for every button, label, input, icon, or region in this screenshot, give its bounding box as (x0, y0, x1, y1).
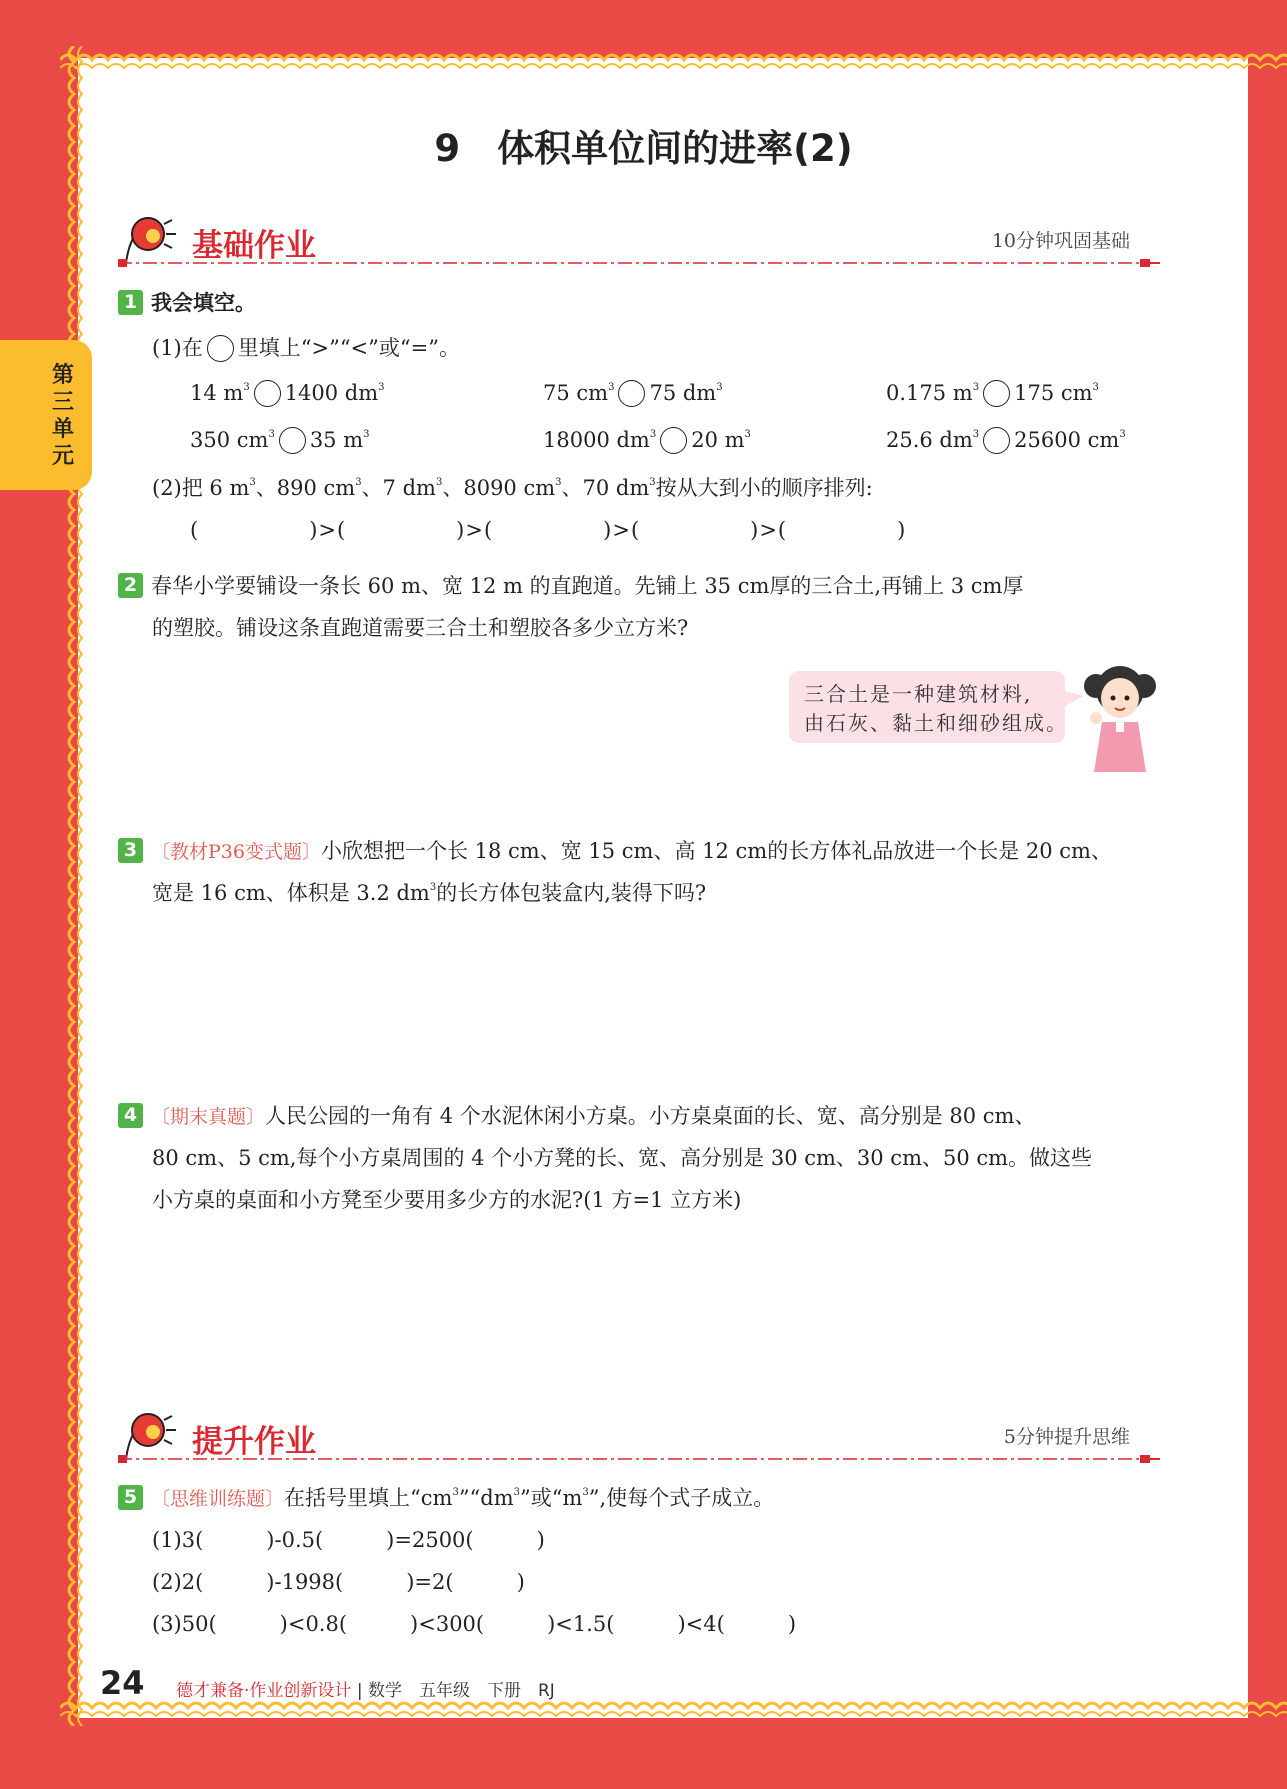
question-number: 3 (118, 838, 143, 863)
section-subtitle-basic: 10分钟巩固基础 (991, 230, 1130, 252)
text: 按从大到小的顺序排列: (655, 476, 873, 500)
text: 18000 dm (543, 428, 650, 452)
superscript: 3 (249, 477, 256, 488)
question-text: 我会填空。 (151, 291, 256, 315)
section-divider (118, 1454, 1160, 1464)
text: 35 m (309, 428, 364, 452)
text: 75 dm (649, 381, 717, 405)
question-1-part-2 (152, 472, 873, 502)
superscript: 3 (355, 477, 362, 488)
text: 25.6 dm (886, 428, 973, 452)
text: 0.175 m (886, 381, 973, 405)
text: ”,使每个式子成立。 (588, 1486, 775, 1510)
text: 、70 dm (561, 476, 650, 500)
superscript: 3 (716, 382, 723, 393)
question-number: 5 (118, 1485, 143, 1510)
footer-text (176, 1676, 555, 1701)
question-tag: 〔教材P36变式题〕 (151, 841, 321, 863)
question-4-line-3: 小方桌的桌面和小方凳至少要用多少方的水泥?(1 方=1 立方米) (152, 1188, 742, 1212)
compare-item (543, 380, 723, 407)
text: 350 cm (190, 428, 269, 452)
footer-info: | 数学 五年级 下册 RJ (356, 1681, 555, 1701)
superscript: 3 (649, 477, 656, 488)
text: 175 cm (1014, 381, 1093, 405)
superscript: 3 (555, 477, 562, 488)
superscript: 3 (608, 382, 615, 393)
superscript: 3 (972, 429, 980, 440)
answer-circle[interactable] (279, 427, 306, 454)
text: 宽是 16 cm、体积是 3.2 dm (152, 881, 430, 905)
text: 75 cm (543, 381, 609, 405)
footer-brand: 德才兼备·作业创新设计 (176, 1681, 352, 1701)
text: 1400 dm (284, 381, 379, 405)
section-subtitle-advanced: 5分钟提升思维 (1003, 1426, 1130, 1448)
answer-circle[interactable] (983, 380, 1010, 407)
section-header-advanced (118, 1410, 1160, 1470)
girl-character-icon (1080, 654, 1160, 778)
question-4-line-2: 80 cm、5 cm,每个小方桌周围的 4 个小方凳的长、宽、高分别是 30 cm、30 cm、50 cm。做这些 (152, 1146, 1093, 1170)
compare-item (190, 380, 385, 407)
question-number: 2 (118, 573, 143, 598)
compare-item (886, 380, 1099, 407)
superscript: 3 (363, 429, 370, 440)
compare-item (886, 427, 1126, 454)
text: 在括号里填上“cm (284, 1486, 453, 1510)
bubble-line: 三合土是一种建筑材料, (804, 682, 1033, 706)
superscript: 3 (744, 429, 751, 440)
question-3-line-2 (152, 877, 706, 907)
question-2-line-1 (118, 570, 1023, 600)
section-divider (118, 258, 1160, 268)
unit-tab-label: 第三单元 (51, 363, 74, 469)
speech-bubble-text (804, 680, 1068, 738)
question-5-line-1[interactable]: (1)3( )-0.5( )=2500( ) (152, 1528, 545, 1552)
answer-circle[interactable] (207, 335, 234, 362)
page-number: 24 (100, 1664, 145, 1702)
question-tag: 〔期末真题〕 (151, 1106, 266, 1128)
text: 的长方体包装盒内,装得下吗? (436, 881, 707, 905)
section-title-basic: 基础作业 (192, 228, 316, 264)
question-1-part-1 (152, 332, 460, 362)
ordering-blanks[interactable]: ( )>( )>( )>( )>( ) (190, 518, 907, 542)
superscript: 3 (1119, 429, 1126, 440)
wavy-border-left (62, 46, 88, 1726)
text: 14 m (190, 381, 244, 405)
text: 、8090 cm (442, 476, 556, 500)
question-5-line-3[interactable]: (3)50( )<0.8( )<300( )<1.5( )<4( ) (152, 1612, 797, 1636)
superscript: 3 (435, 477, 443, 488)
superscript: 3 (972, 382, 980, 393)
question-number: 4 (118, 1103, 143, 1128)
page-title: 9 体积单位间的进率(2) (434, 127, 853, 170)
question-2-line-2: 的塑胶。铺设这条直跑道需要三合土和塑胶各多少立方米? (152, 616, 689, 640)
section-header-basic (118, 214, 1160, 274)
superscript: 3 (452, 1487, 459, 1498)
question-5-line-2[interactable]: (2)2( )-1998( )=2( ) (152, 1570, 525, 1594)
section-title-advanced: 提升作业 (192, 1424, 316, 1460)
question-3-line-1 (118, 835, 1112, 865)
compare-item (543, 427, 751, 454)
text: 、890 cm (255, 476, 356, 500)
text: 20 m (691, 428, 745, 452)
superscript: 3 (243, 382, 250, 393)
answer-circle[interactable] (254, 380, 281, 407)
wavy-border-top (60, 46, 1287, 72)
bubble-line: 由石灰、黏土和细砂组成。 (804, 711, 1068, 735)
question-5-stem (118, 1482, 774, 1512)
question-text: 春华小学要铺设一条长 60 m、宽 12 m 的直跑道。先铺上 35 cm厚的三合土,再铺上 3 cm厚 (151, 574, 1024, 598)
superscript: 3 (513, 1487, 521, 1498)
superscript: 3 (429, 882, 437, 893)
compare-item (190, 427, 370, 454)
text: 25600 cm (1014, 428, 1120, 452)
answer-circle[interactable] (618, 380, 645, 407)
answer-circle[interactable] (660, 427, 687, 454)
wavy-border-bottom (60, 1700, 1287, 1726)
text: 、7 dm (361, 476, 436, 500)
superscript: 3 (378, 382, 385, 393)
answer-circle[interactable] (983, 427, 1010, 454)
superscript: 3 (268, 429, 275, 440)
superscript: 3 (582, 1487, 589, 1498)
question-tag: 〔思维训练题〕 (151, 1488, 285, 1510)
text: (1)在 (152, 336, 203, 360)
text: 里填上“>”“<”或“=”。 (237, 336, 460, 360)
text: (2)把 6 m (152, 476, 250, 500)
question-text: 小欣想把一个长 18 cm、宽 15 cm、高 12 cm的长方体礼品放进一个长是 20 cm、 (320, 839, 1112, 863)
question-text: 人民公园的一角有 4 个水泥休闲小方桌。小方桌桌面的长、宽、高分别是 80 cm、 (265, 1104, 1036, 1128)
question-4-line-1 (118, 1100, 1035, 1130)
superscript: 3 (649, 429, 657, 440)
superscript: 3 (1092, 382, 1099, 393)
question-number: 1 (118, 290, 143, 315)
text: ”或“m (520, 1486, 583, 1510)
text: ”“dm (458, 1486, 514, 1510)
question-1-stem (118, 287, 256, 317)
